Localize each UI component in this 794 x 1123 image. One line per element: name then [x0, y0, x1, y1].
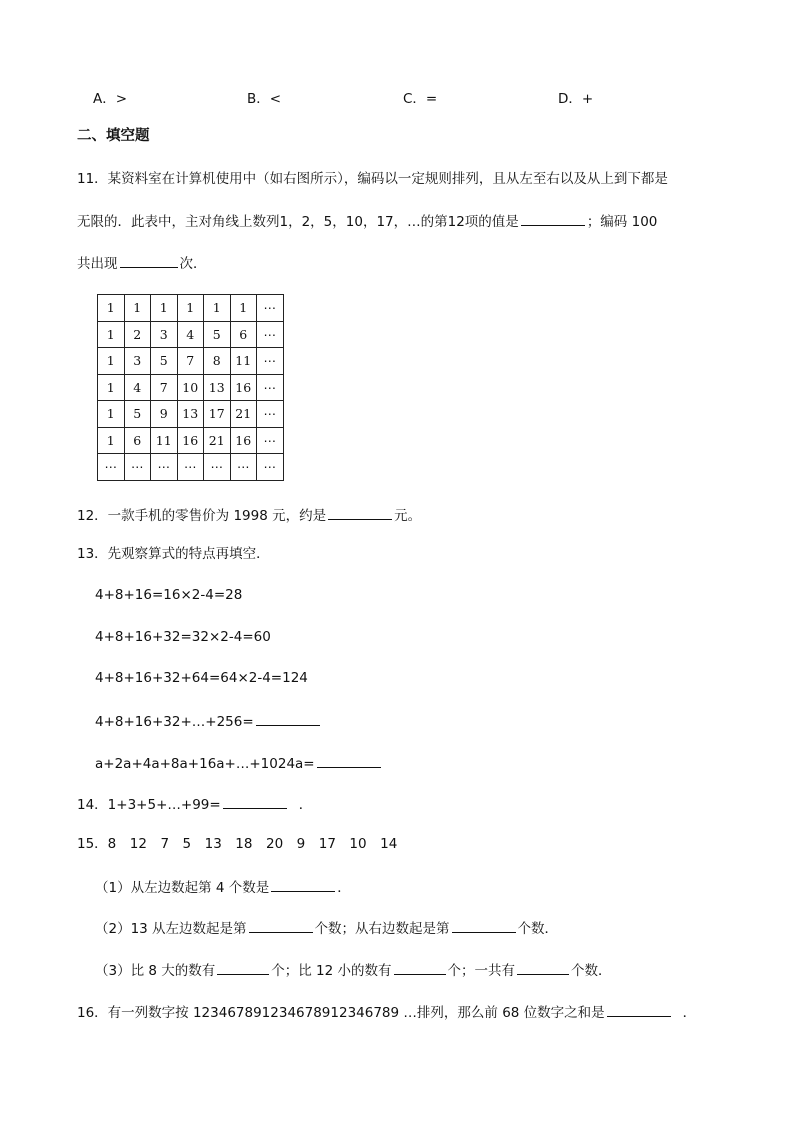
grid-cell: 4 — [124, 374, 151, 401]
q11-line2-tail: ；编码 100 — [586, 214, 658, 230]
grid-row — [98, 401, 284, 428]
grid-cell: 5 — [124, 401, 151, 428]
grid-cell: 1 — [98, 295, 125, 322]
grid-row — [98, 348, 284, 375]
q15-sub1-text: （1）从左边数起第 4 个数是 — [95, 880, 270, 896]
answer-blank — [452, 918, 516, 933]
grid-cell: 1 — [98, 348, 125, 375]
grid-cell: ⋯ — [230, 454, 257, 481]
grid-cell: 21 — [230, 401, 257, 428]
grid-cell: 1 — [98, 321, 125, 348]
option-c: C．= — [403, 91, 438, 107]
grid-cell: 5 — [204, 321, 231, 348]
grid-cell: 17 — [204, 401, 231, 428]
answer-blank — [328, 505, 392, 520]
q16 — [77, 1002, 696, 1022]
q15-sub3-mid2: 个；一共有 — [447, 963, 516, 979]
grid-cell: 1 — [98, 401, 125, 428]
q16-text: 16．有一列数字按 12346789123467891234678​9 …排列，那么前 68 位数字之和是 — [77, 1005, 605, 1021]
grid-row — [98, 427, 284, 454]
q13-eq5-text: a+2a+4a+8a+16a+…+1024a= — [95, 756, 315, 772]
answer-blank — [249, 918, 313, 933]
section-title: 二、填空题 — [77, 128, 150, 144]
grid-row — [98, 454, 284, 481]
q11-line2 — [77, 211, 657, 231]
answer-blank — [223, 794, 287, 809]
grid-cell: 16 — [177, 427, 204, 454]
grid-cell: 8 — [204, 348, 231, 375]
answer-blank — [317, 753, 381, 768]
q12-text: 12．一款手机的零售价为 1998 元，约是 — [77, 508, 327, 524]
answer-blank — [521, 211, 585, 226]
q11-line3 — [77, 253, 207, 273]
grid-cell: 4 — [177, 321, 204, 348]
q14-tail: ． — [298, 797, 313, 813]
grid-cell: ⋯ — [257, 454, 284, 481]
grid-cell: 2 — [124, 321, 151, 348]
grid-cell: 3 — [151, 321, 178, 348]
grid-cell: 7 — [177, 348, 204, 375]
q15-sub1 — [95, 877, 351, 897]
grid-cell: 1 — [151, 295, 178, 322]
grid-cell: 16 — [230, 374, 257, 401]
q15-sub1-tail: ． — [337, 880, 351, 896]
q13-eq1: 4+8+16=16×2-4=28 — [95, 587, 243, 603]
q11-line3-text: 共出现 — [77, 256, 118, 272]
grid-cell: ⋯ — [124, 454, 151, 481]
grid-cell: 11 — [230, 348, 257, 375]
q15-sub3-text: （3）比 8 大的数有 — [95, 963, 216, 979]
grid-cell: ⋯ — [257, 348, 284, 375]
grid-cell: 16 — [230, 427, 257, 454]
grid-cell: 9 — [151, 401, 178, 428]
grid-cell: 13 — [204, 374, 231, 401]
q14-text: 14．1+3+5+…+99= — [77, 797, 221, 813]
grid-cell: 21 — [204, 427, 231, 454]
q15-sub2 — [95, 918, 558, 938]
grid-cell: 1 — [204, 295, 231, 322]
grid-cell: ⋯ — [204, 454, 231, 481]
answer-blank — [217, 960, 269, 975]
number-grid — [97, 294, 284, 481]
grid-cell: 11 — [151, 427, 178, 454]
grid-cell: ⋯ — [98, 454, 125, 481]
answer-blank — [256, 711, 320, 726]
q15-sub2-text: （2）13 从左边数起是第 — [95, 921, 247, 937]
q13-eq4-text: 4+8+16+32+…+256= — [95, 714, 254, 730]
grid-cell: 1 — [177, 295, 204, 322]
grid-cell: 3 — [124, 348, 151, 375]
q11-line1: 11．某资料室在计算机使用中（如右图所示），编码以一定规则排列，且从左至右以及从上到下都是 — [77, 171, 668, 187]
q12 — [77, 505, 421, 525]
grid-cell: 1 — [124, 295, 151, 322]
q16-tail: ． — [682, 1005, 697, 1021]
grid-cell: 6 — [230, 321, 257, 348]
q15-sub2-tail: 个数． — [517, 921, 559, 937]
q13-eq4 — [95, 711, 322, 731]
q14 — [77, 794, 312, 814]
q13-title: 13．先观察算式的特点再填空． — [77, 546, 270, 562]
q15-sub3-tail: 个数． — [571, 963, 612, 979]
grid-row — [98, 295, 284, 322]
grid-cell: 1 — [98, 427, 125, 454]
q11-line3-tail: 次． — [179, 256, 207, 272]
option-a: A．> — [93, 91, 128, 107]
grid-cell: ⋯ — [257, 321, 284, 348]
grid-row — [98, 374, 284, 401]
answer-blank — [394, 960, 446, 975]
grid-cell: 6 — [124, 427, 151, 454]
q13-eq2: 4+8+16+32=32×2-4=60 — [95, 629, 271, 645]
q13-eq3: 4+8+16+32+64=64×2-4=124 — [95, 670, 308, 686]
q15-sub2-mid: 个数；从右边数起是第 — [314, 921, 450, 937]
answer-blank — [120, 253, 178, 268]
grid-cell: 7 — [151, 374, 178, 401]
grid-cell: 10 — [177, 374, 204, 401]
q15-sub3 — [95, 960, 612, 980]
grid-row — [98, 321, 284, 348]
grid-cell: ⋯ — [151, 454, 178, 481]
answer-blank — [517, 960, 569, 975]
q11-line2-text: 无限的．此表中，主对角线上数列1，2，5，10，17，…的第12项的值是 — [77, 214, 519, 230]
grid-cell: ⋯ — [257, 374, 284, 401]
q12-tail: 元。 — [394, 508, 422, 524]
q15-title: 15．8 12 7 5 13 18 20 9 17 10 14 — [77, 836, 398, 852]
grid-cell: 1 — [98, 374, 125, 401]
option-b: B．< — [247, 91, 282, 107]
answer-blank — [271, 877, 335, 892]
grid-cell: 13 — [177, 401, 204, 428]
grid-cell: 1 — [230, 295, 257, 322]
q15-sub3-mid1: 个；比 12 小的数有 — [271, 963, 392, 979]
option-d: D．+ — [558, 91, 594, 107]
grid-cell: ⋯ — [257, 401, 284, 428]
grid-cell: ⋯ — [257, 295, 284, 322]
grid-cell: 5 — [151, 348, 178, 375]
grid-cell: ⋯ — [257, 427, 284, 454]
q13-eq5 — [95, 753, 383, 773]
grid-cell: ⋯ — [177, 454, 204, 481]
answer-blank — [607, 1002, 671, 1017]
